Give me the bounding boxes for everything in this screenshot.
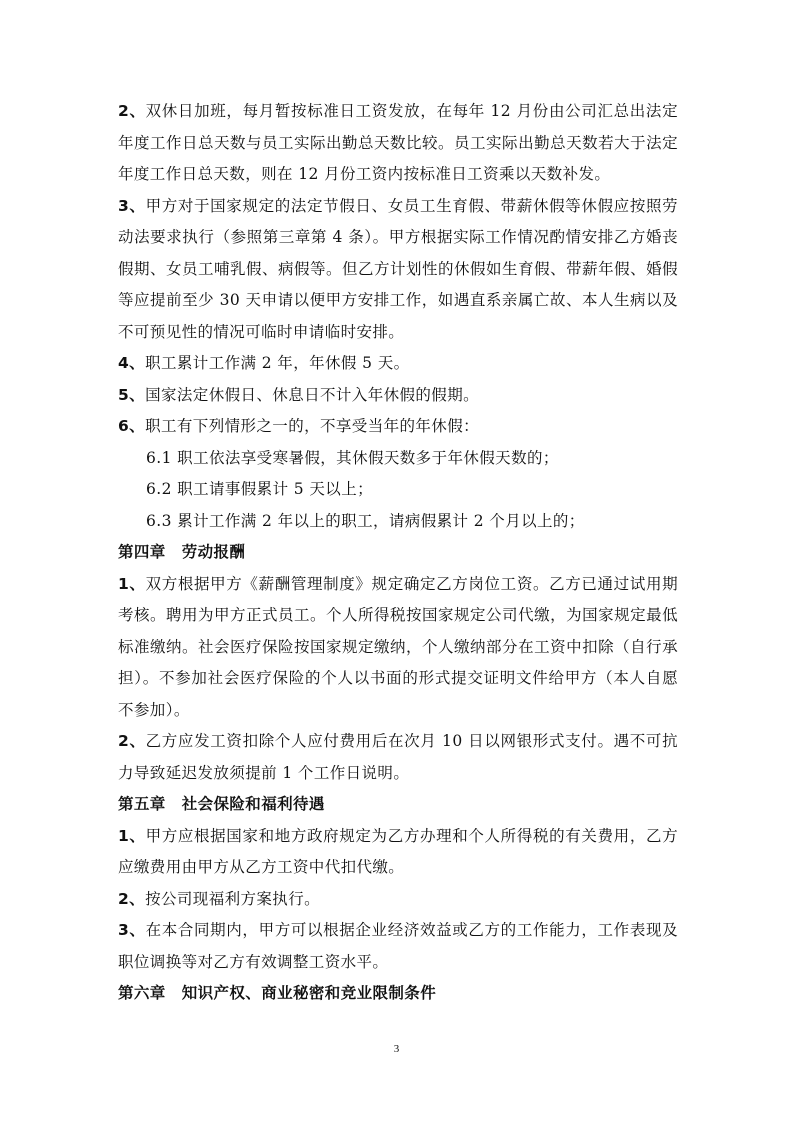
sub-clause: 6.2 职工请事假累计 5 天以上； (146, 480, 373, 498)
chapter-number: 第六章 (118, 984, 166, 1002)
clause-text: 双休日加班，每月暂按标准日工资发放，在每年 12 月份由公司汇总出法定年度工作日总天数与员工实际出勤总天数比较。员工实际出勤总天数若大于法定年度工作日总天数，则在 12 月份工资内按标准日工资乘以天数补发。 (118, 102, 678, 183)
clause-text: 甲方应根据国家和地方政府规定为乙方办理和个人所得税的有关费用，乙方应缴费用由甲方从乙方工资中代扣代缴。 (118, 826, 679, 876)
chapter-title: 劳动报酬 (181, 543, 246, 561)
clause-number: 3、 (118, 921, 146, 939)
clause-text: 国家法定休假日、休息日不计入年休假的假期。 (145, 385, 479, 404)
paragraph (118, 884, 678, 916)
sub-clause: 6.1 职工依法享受寒暑假，其休假天数多于年休假天数的； (146, 448, 559, 467)
paragraph (118, 380, 678, 412)
chapter-number: 第四章 (118, 543, 166, 561)
clause-text: 职工有下列情形之一的，不享受当年的年休假： (145, 417, 479, 435)
clause-number: 2、 (118, 732, 146, 750)
chapter-title: 社会保险和福利待遇 (181, 795, 325, 813)
clause-number: 1、 (118, 574, 146, 593)
paragraph (118, 569, 678, 727)
sub-clause: 6.3 累计工作满 2 年以上的职工，请病假累计 2 个月以上的； (146, 511, 585, 530)
clause-number: 3、 (118, 196, 146, 215)
clause-text: 双方根据甲方《薪酬管理制度》规定确定乙方岗位工资。乙方已通过试用期考核。聘用为甲方正式员工。个人所得税按国家规定公司代缴，为国家规定最低标准缴纳。社会医疗保险按国家规定缴纳，个人缴纳部分在工资中扣除（自行承担）。不参加社会医疗保险的个人以书面的形式提交证明文件给甲方（本人自愿不参加）。 (118, 574, 679, 719)
document-body (118, 96, 678, 1010)
chapter-number: 第五章 (118, 795, 166, 813)
chapter-heading (118, 978, 678, 1010)
clause-number: 6、 (118, 417, 146, 435)
page-number: 3 (393, 1043, 400, 1055)
clause-number: 2、 (118, 889, 146, 908)
clause-number: 5、 (118, 385, 146, 404)
clause-text: 在本合同期内，甲方可以根据企业经济效益或乙方的工作能力，工作表现及职位调换等对乙方有效调整工资水平。 (118, 921, 679, 971)
chapter-heading (118, 537, 678, 569)
paragraph (118, 726, 678, 789)
paragraph (118, 348, 678, 380)
paragraph (118, 915, 678, 978)
paragraph (118, 821, 678, 884)
clause-text: 职工累计工作满 2 年，年休假 5 天。 (145, 354, 410, 372)
paragraph (118, 96, 678, 191)
clause-text: 甲方对于国家规定的法定节假日、女员工生育假、带薪休假等休假应按照劳动法要求执行（参照第三章第 4 条）。甲方根据实际工作情况酌情安排乙方婚丧假期、女员工哺乳假、病假等。但乙方计划性的休假如生育假、带薪年假、婚假等应提前至少 30 天申请以便甲方安排工作，如遇直系亲属亡故、本人生病以及不可预见性的情况可临时申请临时安排。 (118, 196, 679, 341)
paragraph (118, 191, 678, 349)
clause-number: 2、 (118, 102, 146, 120)
clause-number: 1、 (118, 826, 146, 845)
paragraph (118, 411, 678, 443)
clause-number: 4、 (118, 354, 146, 372)
chapter-title: 知识产权、商业秘密和竞业限制条件 (181, 984, 437, 1002)
clause-text: 乙方应发工资扣除个人应付费用后在次月 10 日以网银形式支付。遇不可抗力导致延迟发放须提前 1 个工作日说明。 (118, 732, 678, 782)
chapter-heading (118, 789, 678, 821)
clause-text: 按公司现福利方案执行。 (145, 889, 320, 908)
